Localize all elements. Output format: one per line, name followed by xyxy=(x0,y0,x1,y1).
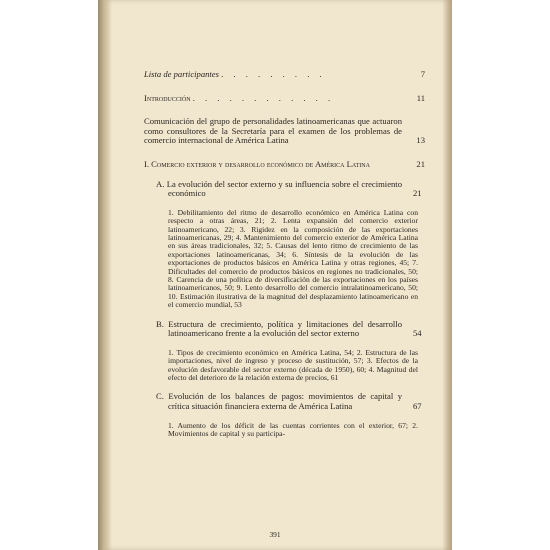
toc-label: Introducción xyxy=(144,92,191,103)
table-of-contents xyxy=(144,70,424,438)
toc-label: Lista de participantes xyxy=(144,69,219,79)
toc-entry-capitulo-1 xyxy=(144,160,424,170)
toc-entry-section-c: C. Evolución de los balances de pagos: movimientos de capital y crítica situación financiera externa de América Latina 67 xyxy=(156,391,422,412)
leader-dots: . . . . . . . . . . . . xyxy=(192,92,335,103)
toc-label: Comunicación del grupo de personalidades latinoamericanas que actuaron como consultores de la Secretaría para el examen de los problemas de comercio internacional de América Latina xyxy=(144,116,402,146)
toc-page: 7 xyxy=(420,69,425,79)
toc-entry-participantes xyxy=(144,70,424,80)
toc-label: I. Comercio exterior y desarrollo económico de América Latina xyxy=(144,158,370,169)
toc-subsection-a: 1. Debilitamiento del ritmo de desarrollo económico en América Latina con respecto a otras áreas, 21; 2. Lenta expansión del comercio exterior latinoamericano, 22; 3. Rigidez en la composición de las exportaciones latinoamericanas, 29; 4. Mantenimiento del comercio exterior de América Latina en sus áreas tradicionales, 32; 5. Causas del lento ritmo de crecimiento de las exportaciones latinoamericanas, 34; 6. Síntesis de la evolución de las exportaciones de productos básicos en América Latina y otras regiones, 45; 7. Dificultades del comercio de productos básicos en regiones no tradicionales, 50; 8. Carencia de una política de diversificación de las exportaciones en los países latinoamericanos, 50; 9. Lento desarrollo del comercio intralatinoamericano, 50; 10. Estimación ilustrativa de la magnitud del desplazamiento latinoamericano en el comercio mundial, 53 xyxy=(168,207,418,310)
toc-subsection-c: 1. Aumento de los déficit de las cuentas corrientes con el exterior, 67; 2. Movimientos de capital y su participa- xyxy=(168,420,418,439)
toc-page: 13 xyxy=(416,135,425,146)
page-number: 391 xyxy=(269,530,281,539)
toc-label: A. La evolución del sector externo y su influencia sobre el crecimiento económico xyxy=(156,178,402,199)
toc-page: 21 xyxy=(416,158,425,169)
toc-label: B. Estructura de crecimiento, política y limitaciones del desarrollo latinoamericano frente a la evolución del sector externo xyxy=(156,318,402,339)
toc-entry-section-b: B. Estructura de crecimiento, política y limitaciones del desarrollo latinoamericano frente a la evolución del sector externo 54 xyxy=(156,318,422,339)
toc-entry-section-a: A. La evolución del sector externo y su influencia sobre el crecimiento económico 21 xyxy=(156,178,422,199)
toc-label: C. Evolución de los balances de pagos: movimientos de capital y crítica situación financiera externa de América Latina xyxy=(156,391,402,412)
leader-dots: . . . . . . . . . xyxy=(221,69,326,79)
toc-page: 11 xyxy=(416,92,425,103)
book-page xyxy=(98,0,452,550)
toc-entry-introduccion xyxy=(144,94,424,104)
toc-subsection-b: 1. Tipos de crecimiento económico en América Latina, 54; 2. Estructura de las importaciones, nivel de ingreso y proceso de sustitución, 57; 3. Efectos de la evolución desfavorable del sector externo (década de 1950), 60; 4. Magnitud del efecto del deterioro de la relación externa de precios, 61 xyxy=(168,347,418,383)
toc-entry-comunicacion xyxy=(144,117,424,146)
